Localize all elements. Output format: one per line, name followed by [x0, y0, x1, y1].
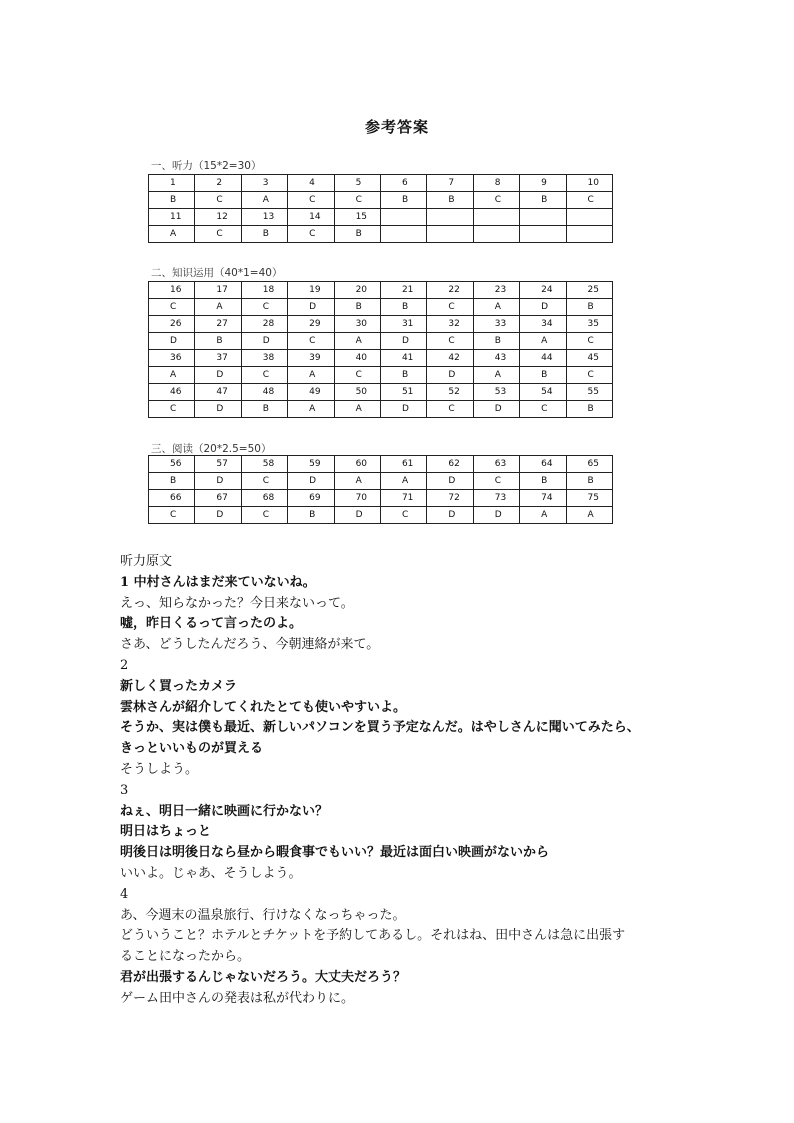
table-cell: 69: [288, 490, 334, 507]
table-cell: D: [427, 473, 473, 490]
transcript-line: あ、今週末の温泉旅行、行けなくなっちゃった。: [120, 907, 406, 923]
table-cell: 11: [149, 209, 195, 226]
table-cell: 61: [380, 456, 426, 473]
table-cell: 38: [241, 350, 287, 367]
table-cell: B: [334, 299, 380, 316]
table-cell: 70: [334, 490, 380, 507]
table-cell: 10: [566, 175, 612, 192]
table-cell: 22: [427, 282, 473, 299]
answer-table-knowledge: [148, 281, 613, 418]
table-cell: 13: [241, 209, 287, 226]
table-cell: 68: [241, 490, 287, 507]
table-cell: 75: [566, 490, 612, 507]
table-cell: B: [241, 226, 287, 243]
table-cell: B: [149, 192, 195, 209]
section-label-listening: 一、听力（15*2=30）: [151, 160, 262, 172]
table-cell: 39: [288, 350, 334, 367]
table-cell: D: [334, 507, 380, 524]
table-cell: [427, 226, 473, 243]
transcript-line: いいよ。じゃあ、そうしよう。: [120, 865, 302, 881]
table-cell: 23: [473, 282, 519, 299]
table-cell: C: [473, 192, 519, 209]
table-cell: 12: [195, 209, 241, 226]
transcript-line: 明日はちょっと: [120, 824, 212, 840]
table-cell: D: [288, 473, 334, 490]
table-cell: 6: [380, 175, 426, 192]
table-cell: B: [473, 333, 519, 350]
table-cell: 29: [288, 316, 334, 333]
table-cell: C: [241, 367, 287, 384]
table-cell: 52: [427, 384, 473, 401]
table-cell: 17: [195, 282, 241, 299]
table-row: [149, 209, 613, 226]
table-cell: 34: [520, 316, 566, 333]
table-cell: 27: [195, 316, 241, 333]
table-cell: C: [380, 507, 426, 524]
table-cell: B: [566, 401, 612, 418]
table-cell: C: [427, 333, 473, 350]
table-cell: B: [566, 473, 612, 490]
transcript-line: ることになったから。: [120, 949, 251, 965]
transcript-lines: [120, 573, 700, 1010]
table-row: [149, 367, 613, 384]
table-cell: B: [520, 473, 566, 490]
transcript-line: ゲーム田中さんの発表は私が代わりに。: [120, 990, 355, 1006]
table-cell: 51: [380, 384, 426, 401]
table-row: [149, 384, 613, 401]
table-cell: C: [195, 226, 241, 243]
table-cell: 7: [427, 175, 473, 192]
table-cell: 32: [427, 316, 473, 333]
table-cell: 48: [241, 384, 287, 401]
table-cell: D: [288, 299, 334, 316]
transcript-line: 新しく買ったカメラ: [120, 678, 238, 694]
table-cell: D: [473, 401, 519, 418]
transcript-line: 1 中村さんはまだ来ていないね。: [120, 574, 316, 590]
table-cell: 25: [566, 282, 612, 299]
transcript-line: 雲林さんが紹介してくれたとても使いやすいよ。: [120, 699, 407, 715]
table-cell: 16: [149, 282, 195, 299]
table-cell: 9: [520, 175, 566, 192]
table-cell: 64: [520, 456, 566, 473]
table-cell: A: [520, 507, 566, 524]
table-cell: C: [149, 507, 195, 524]
table-cell: 54: [520, 384, 566, 401]
table-cell: 20: [334, 282, 380, 299]
table-cell: C: [566, 192, 612, 209]
transcript-line: そうか、実は僕も最近、新しいパソコンを買う予定なんだ。はやしさんに聞いてみたら、: [120, 720, 640, 736]
table-cell: C: [566, 333, 612, 350]
table-cell: 18: [241, 282, 287, 299]
table-cell: 5: [334, 175, 380, 192]
table-cell: 21: [380, 282, 426, 299]
transcript-line: そうしよう。: [120, 761, 199, 777]
transcript-line: 3: [120, 782, 129, 798]
table-row: [149, 299, 613, 316]
table-cell: 42: [427, 350, 473, 367]
table-cell: 33: [473, 316, 519, 333]
table-cell: 50: [334, 384, 380, 401]
table-cell: C: [195, 192, 241, 209]
table-cell: A: [334, 473, 380, 490]
table-cell: 15: [334, 209, 380, 226]
table-cell: C: [288, 226, 334, 243]
transcript-line: 4: [120, 886, 129, 902]
table-cell: C: [288, 192, 334, 209]
table-cell: 59: [288, 456, 334, 473]
table-cell: D: [149, 333, 195, 350]
transcript-line: さあ、どうしたんだろう、今朝連絡が来て。: [120, 637, 380, 653]
table-cell: B: [520, 192, 566, 209]
transcript-line: 2: [120, 657, 129, 673]
table-row: [149, 282, 613, 299]
table-cell: [520, 209, 566, 226]
table-cell: 46: [149, 384, 195, 401]
table-cell: [473, 209, 519, 226]
table-cell: D: [241, 333, 287, 350]
table-cell: 62: [427, 456, 473, 473]
transcript-line: 嘘，昨日くるって言ったのよ。: [120, 616, 303, 632]
table-cell: B: [288, 507, 334, 524]
table-cell: [473, 226, 519, 243]
table-cell: A: [241, 192, 287, 209]
table-cell: A: [149, 367, 195, 384]
table-cell: A: [473, 299, 519, 316]
table-cell: 41: [380, 350, 426, 367]
table-cell: 55: [566, 384, 612, 401]
table-cell: 43: [473, 350, 519, 367]
table-cell: A: [334, 401, 380, 418]
table-cell: D: [195, 401, 241, 418]
table-cell: 1: [149, 175, 195, 192]
table-cell: [566, 226, 612, 243]
table-row: [149, 507, 613, 524]
table-row: [149, 350, 613, 367]
table-cell: D: [520, 299, 566, 316]
table-cell: D: [195, 473, 241, 490]
table-cell: D: [195, 367, 241, 384]
table-cell: B: [149, 473, 195, 490]
table-cell: 40: [334, 350, 380, 367]
table-cell: 72: [427, 490, 473, 507]
transcript-line: えっ、知らなかった？今日来ないって。: [120, 595, 354, 611]
table-cell: 73: [473, 490, 519, 507]
table-cell: 67: [195, 490, 241, 507]
table-row: [149, 333, 613, 350]
table-cell: A: [334, 333, 380, 350]
table-cell: B: [334, 226, 380, 243]
table-cell: 47: [195, 384, 241, 401]
answer-table-reading: [148, 455, 613, 524]
table-row: [149, 490, 613, 507]
section-label-knowledge: 二、知识运用（40*1=40）: [151, 267, 283, 279]
table-cell: 3: [241, 175, 287, 192]
table-cell: 56: [149, 456, 195, 473]
table-cell: 24: [520, 282, 566, 299]
table-cell: A: [195, 299, 241, 316]
table-cell: 30: [334, 316, 380, 333]
table-row: [149, 473, 613, 490]
table-cell: 60: [334, 456, 380, 473]
table-cell: A: [566, 507, 612, 524]
table-cell: B: [195, 333, 241, 350]
table-cell: C: [149, 401, 195, 418]
table-row: [149, 316, 613, 333]
table-row: [149, 401, 613, 418]
table-cell: A: [520, 333, 566, 350]
table-cell: C: [334, 192, 380, 209]
table-cell: D: [427, 507, 473, 524]
table-cell: A: [380, 473, 426, 490]
table-cell: C: [520, 401, 566, 418]
table-cell: 2: [195, 175, 241, 192]
table-cell: [380, 209, 426, 226]
table-cell: C: [334, 367, 380, 384]
table-cell: C: [427, 401, 473, 418]
table-cell: 66: [149, 490, 195, 507]
table-cell: B: [380, 299, 426, 316]
table-cell: B: [241, 401, 287, 418]
table-cell: D: [473, 507, 519, 524]
table-cell: 35: [566, 316, 612, 333]
table-cell: [427, 209, 473, 226]
table-cell: C: [427, 299, 473, 316]
table-cell: D: [195, 507, 241, 524]
table-cell: [380, 226, 426, 243]
table-cell: B: [380, 192, 426, 209]
table-cell: C: [241, 507, 287, 524]
table-cell: 53: [473, 384, 519, 401]
table-cell: 45: [566, 350, 612, 367]
table-cell: C: [473, 473, 519, 490]
table-cell: 14: [288, 209, 334, 226]
table-row: [149, 226, 613, 243]
table-cell: C: [149, 299, 195, 316]
table-cell: 19: [288, 282, 334, 299]
transcript-line: 明後日は明後日なら昼から暇食事でもいい？最近は面白い映画がないから: [120, 845, 550, 861]
table-cell: A: [473, 367, 519, 384]
transcript-heading: 听力原文: [120, 554, 173, 569]
table-cell: 49: [288, 384, 334, 401]
table-cell: D: [380, 333, 426, 350]
table-cell: B: [520, 367, 566, 384]
table-cell: 71: [380, 490, 426, 507]
table-cell: C: [288, 333, 334, 350]
table-cell: 36: [149, 350, 195, 367]
page-title: 参考答案: [364, 118, 429, 136]
table-cell: 26: [149, 316, 195, 333]
table-cell: 44: [520, 350, 566, 367]
table-cell: A: [288, 401, 334, 418]
transcript: [120, 552, 700, 1010]
table-cell: 58: [241, 456, 287, 473]
table-cell: 28: [241, 316, 287, 333]
table-cell: D: [380, 401, 426, 418]
transcript-line: きっといいものが買える: [120, 741, 264, 757]
table-cell: A: [149, 226, 195, 243]
table-row: [149, 456, 613, 473]
table-row: [149, 175, 613, 192]
table-cell: C: [241, 299, 287, 316]
table-cell: 63: [473, 456, 519, 473]
table-cell: B: [427, 192, 473, 209]
table-cell: 74: [520, 490, 566, 507]
transcript-line: 君が出張するんじゃないだろう。大丈夫だろう？: [120, 969, 407, 985]
table-cell: D: [427, 367, 473, 384]
table-cell: A: [288, 367, 334, 384]
table-cell: B: [566, 299, 612, 316]
table-row: [149, 192, 613, 209]
table-cell: C: [241, 473, 287, 490]
table-cell: C: [566, 367, 612, 384]
section-label-reading: 三、阅读（20*2.5=50）: [151, 443, 272, 455]
table-cell: [520, 226, 566, 243]
answer-table-listening: [148, 174, 613, 243]
table-cell: 65: [566, 456, 612, 473]
table-cell: 37: [195, 350, 241, 367]
table-cell: 31: [380, 316, 426, 333]
table-cell: B: [380, 367, 426, 384]
table-cell: 8: [473, 175, 519, 192]
transcript-line: どういうこと？ホテルとチケットを予約してあるし。それはね、田中さんは急に出張す: [120, 928, 626, 944]
table-cell: 4: [288, 175, 334, 192]
transcript-line: ねぇ、明日一緒に映画に行かない？: [120, 803, 329, 819]
table-cell: 57: [195, 456, 241, 473]
table-cell: [566, 209, 612, 226]
